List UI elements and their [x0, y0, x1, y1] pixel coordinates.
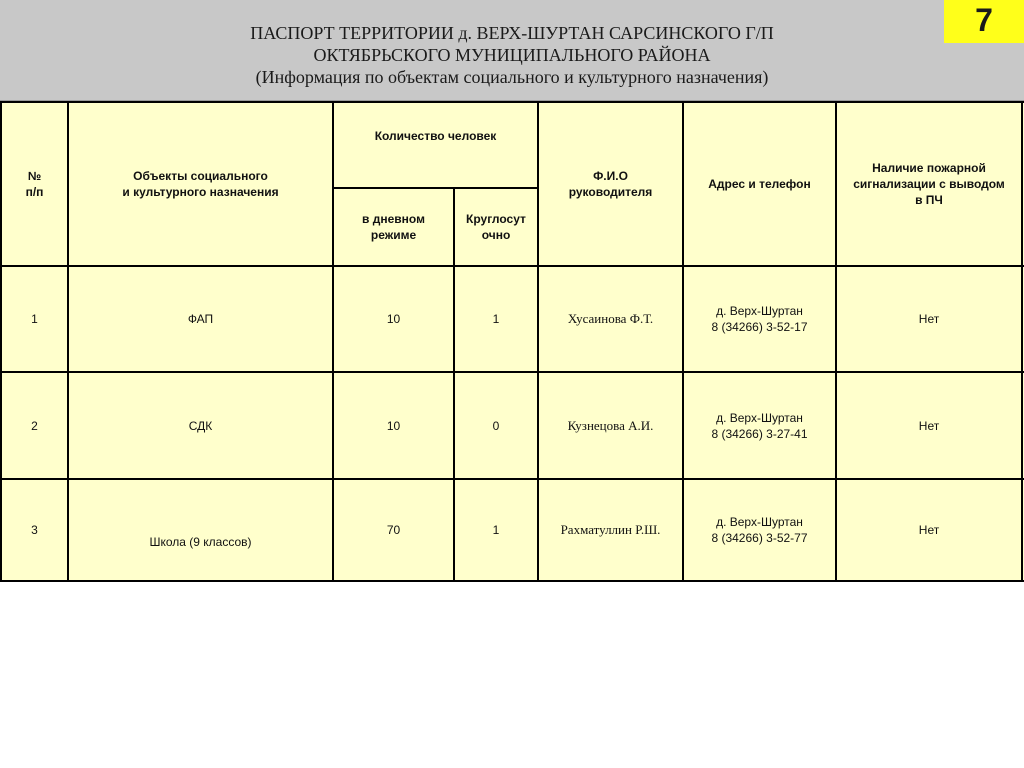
col-header-fire-alarm: Наличие пожарной сигнализации с выводом в ПЧ — [853, 161, 1005, 207]
row-3-head: Рахматуллин Р.Ш. — [560, 522, 661, 537]
row-2-number: 2 — [31, 418, 38, 433]
row-3-round: 1 — [492, 523, 500, 537]
row-3-day: 70 — [386, 523, 401, 537]
row-2-address: д. Верх-Шуртан 8 (34266) 3-27-41 — [711, 410, 808, 441]
row-2-day: 10 — [386, 418, 401, 433]
row-3-number: 3 — [31, 523, 38, 537]
row-2-fire-alarm: Нет — [918, 418, 940, 433]
row-1-round: 1 — [492, 312, 500, 326]
title-line-2: ОКТЯБРЬСКОГО МУНИЦИПАЛЬНОГО РАЙОНА — [313, 45, 711, 65]
objects-table — [0, 101, 1024, 582]
slide-header — [0, 0, 1024, 101]
row-1-day: 10 — [386, 312, 401, 326]
col-header-number: № п/п — [25, 169, 44, 199]
row-1-address: д. Верх-Шуртан 8 (34266) 3-52-17 — [711, 304, 808, 334]
grid-line — [1021, 103, 1023, 580]
col-header-object: Объекты социального и культурного назначения — [122, 169, 279, 199]
row-1-number: 1 — [31, 312, 38, 326]
row-2-head: Кузнецова А.И. — [567, 417, 654, 433]
row-3-address: д. Верх-Шуртан 8 (34266) 3-52-77 — [711, 515, 808, 545]
col-header-day-mode: в дневном режиме — [362, 212, 425, 242]
col-header-people-count: Количество человек — [374, 129, 497, 143]
title-line-3: (Информация по объектам социального и культурного назначения) — [255, 67, 769, 87]
row-3-object: Школа (9 классов) — [149, 535, 252, 549]
col-header-address: Адрес и телефон — [708, 177, 811, 191]
row-2-round: 0 — [492, 418, 500, 433]
col-header-head-name: Ф.И.О руководителя — [568, 169, 653, 199]
row-2-object: СДК — [188, 418, 213, 433]
row-1-head: Хусаинова Ф.Т. — [567, 311, 654, 326]
slide-number-badge: 7 — [944, 0, 1024, 43]
row-3-fire-alarm: Нет — [918, 523, 940, 537]
col-header-round-clock: Круглосут очно — [466, 212, 526, 242]
row-1-object: ФАП — [187, 312, 214, 326]
title-line-1: ПАСПОРТ ТЕРРИТОРИИ д. ВЕРХ-ШУРТАН САРСИНСКОГО Г/П — [250, 23, 774, 43]
row-1-fire-alarm: Нет — [918, 312, 940, 326]
